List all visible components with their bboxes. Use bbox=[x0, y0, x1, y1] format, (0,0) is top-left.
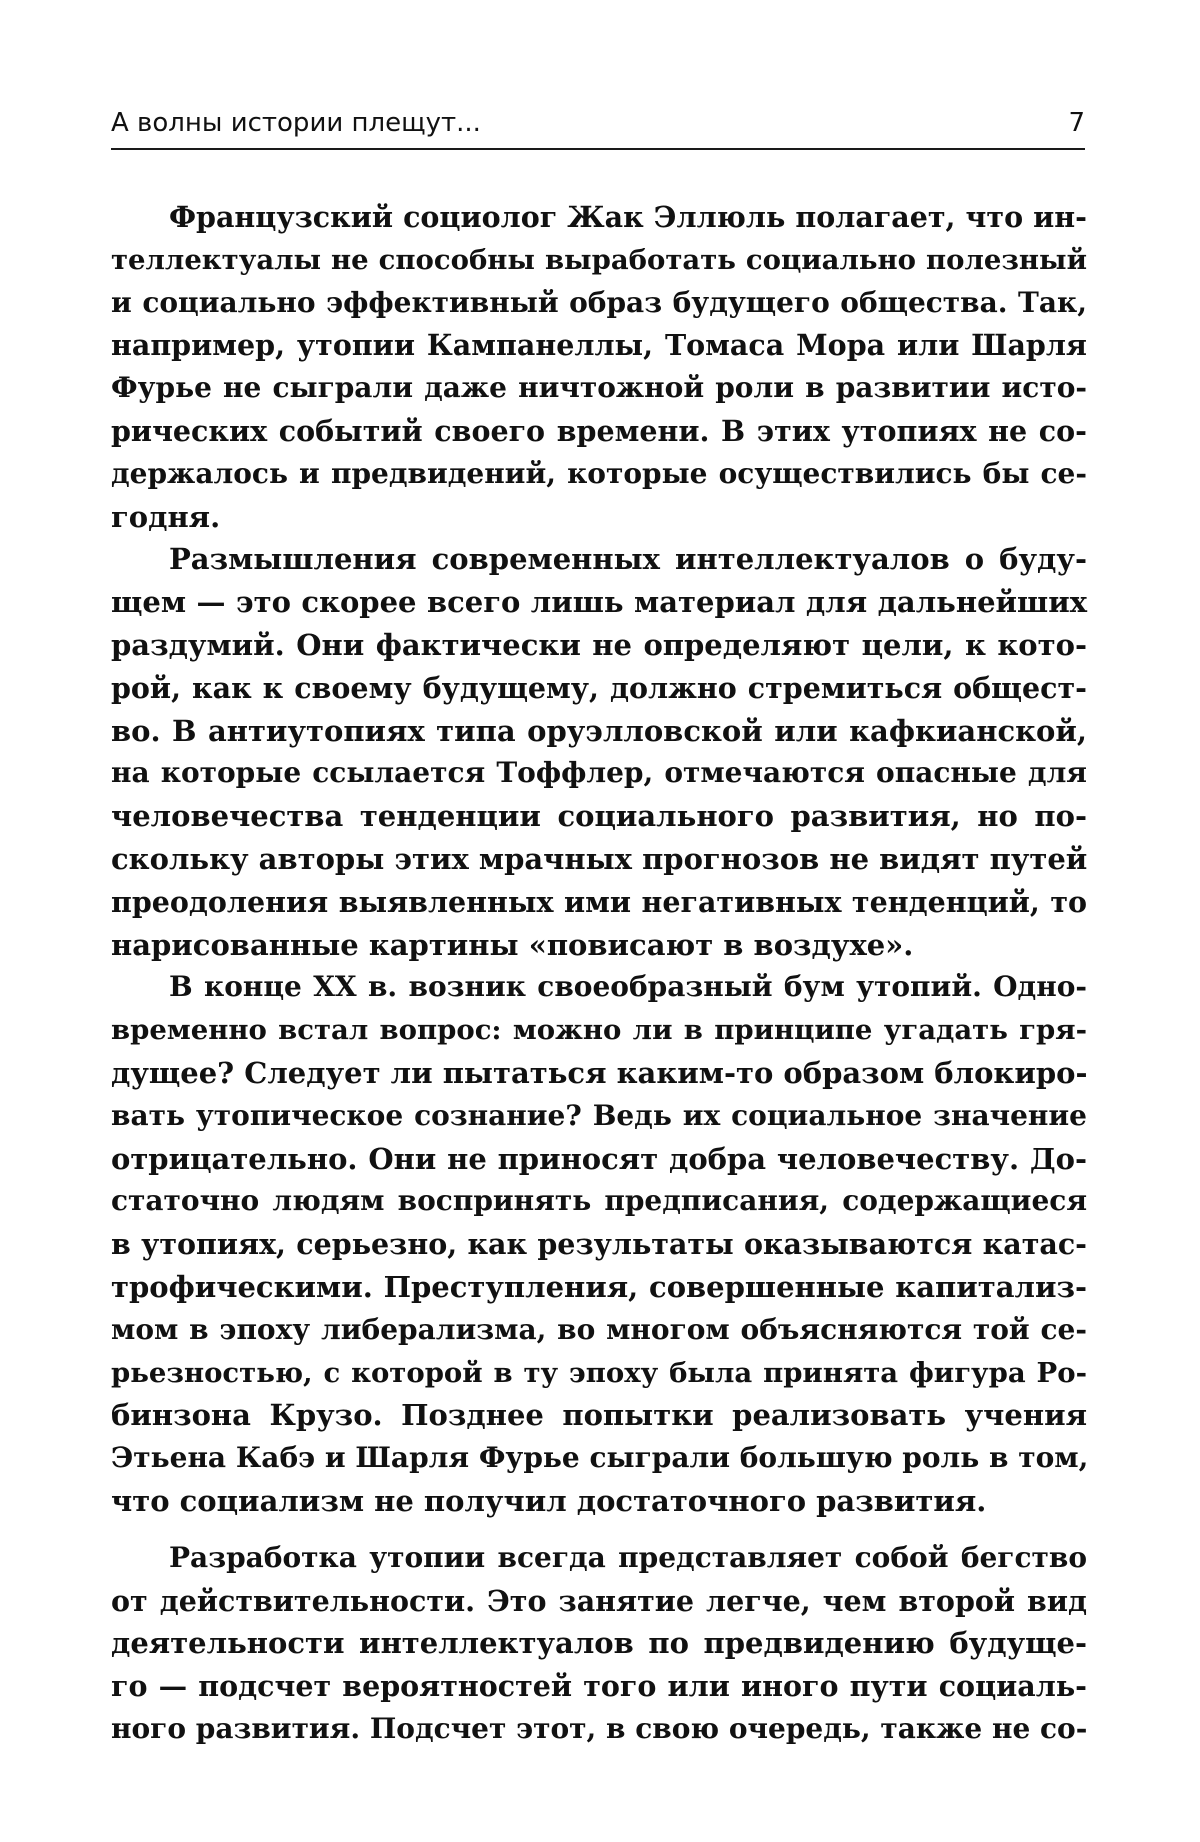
text-line: дущее? Следует ли пытаться каким-то образом блокиро- bbox=[111, 1055, 1088, 1090]
text-line: нарисованные картины «повисают в воздухе». bbox=[111, 927, 914, 962]
text-line: мом в эпоху либерализма, во многом объясняются той се- bbox=[111, 1312, 1087, 1346]
text-line: статочно людям воспринять предписания, содержащиеся bbox=[111, 1184, 1087, 1218]
text-line: в утопиях, серьезно, как результаты оказываются катас- bbox=[111, 1227, 1087, 1262]
text-line: го — подсчет вероятностей того или иного пути социаль- bbox=[111, 1669, 1087, 1704]
body-text bbox=[111, 196, 1087, 1751]
text-line: В конце XX в. возник своеобразный бум утопий. Одно- bbox=[169, 970, 1087, 1004]
text-line: ного развития. Подсчет этот, в свою очередь, также не со- bbox=[111, 1711, 1088, 1745]
text-line: во. В антиутопиях типа оруэлловской или кафкианской, bbox=[111, 713, 1087, 748]
text-line: от действительности. Это занятие легче, чем второй вид bbox=[111, 1583, 1087, 1618]
text-line: Французский социолог Жак Эллюль полагает, что ин- bbox=[169, 200, 1087, 234]
header-rule bbox=[111, 148, 1085, 150]
text-line: раздумий. Они фактически не определяют цели, к кото- bbox=[111, 627, 1087, 662]
running-header bbox=[111, 100, 1085, 146]
text-line: рьезностью, с которой в ту эпоху была принята фигура Ро- bbox=[111, 1356, 1087, 1389]
text-line: щем — это скорее всего лишь материал для дальнейших bbox=[111, 585, 1087, 620]
text-line: человечества тенденции социального развития, но по- bbox=[111, 799, 1087, 834]
text-line: годня. bbox=[111, 499, 221, 534]
page-number: 7 bbox=[1068, 108, 1085, 138]
text-line: держалось и предвидений, которые осуществились бы се- bbox=[111, 456, 1087, 490]
text-line: бинзона Крузо. Позднее попытки реализовать учения bbox=[111, 1398, 1087, 1433]
text-line: например, утопии Кампанеллы, Томаса Мора или Шарля bbox=[111, 328, 1087, 363]
text-line: что социализм не получил достаточного развития. bbox=[111, 1483, 987, 1518]
text-line: и социально эффективный образ будущего общества. Так, bbox=[111, 285, 1087, 319]
running-title: А волны истории плещут... bbox=[111, 108, 481, 138]
text-line: рой, как к своему будущему, должно стремиться общест- bbox=[111, 670, 1087, 705]
text-line: вать утопическое сознание? Ведь их социальное значение bbox=[111, 1098, 1087, 1132]
text-line: на которые ссылается Тоффлер, отмечаются опасные для bbox=[111, 756, 1087, 790]
text-line: временно встал вопрос: можно ли в принципе угадать гря- bbox=[111, 1014, 1087, 1047]
text-line: Разработка утопии всегда представляет собой бегство bbox=[169, 1540, 1087, 1574]
text-line: отрицательно. Они не приносят добра человечеству. До- bbox=[111, 1141, 1087, 1176]
text-line: преодоления выявленных ими негативных тенденций, то bbox=[111, 884, 1087, 919]
text-line: скольку авторы этих мрачных прогнозов не видят путей bbox=[111, 841, 1088, 876]
text-line: деятельности интеллектуалов по предвидению будуще- bbox=[111, 1626, 1087, 1661]
text-line: теллектуалы не способны выработать социально полезный bbox=[111, 243, 1087, 276]
text-line: Этьена Кабэ и Шарля Фурье сыграли большую роль в том, bbox=[111, 1441, 1089, 1475]
text-line: Фурье не сыграли даже ничтожной роли в развитии исто- bbox=[111, 371, 1087, 405]
text-line: Размышления современных интеллектуалов о буду- bbox=[169, 542, 1087, 577]
text-line: трофическими. Преступления, совершенные капитализ- bbox=[111, 1269, 1087, 1304]
text-line: рических событий своего времени. В этих утопиях не со- bbox=[111, 413, 1087, 448]
